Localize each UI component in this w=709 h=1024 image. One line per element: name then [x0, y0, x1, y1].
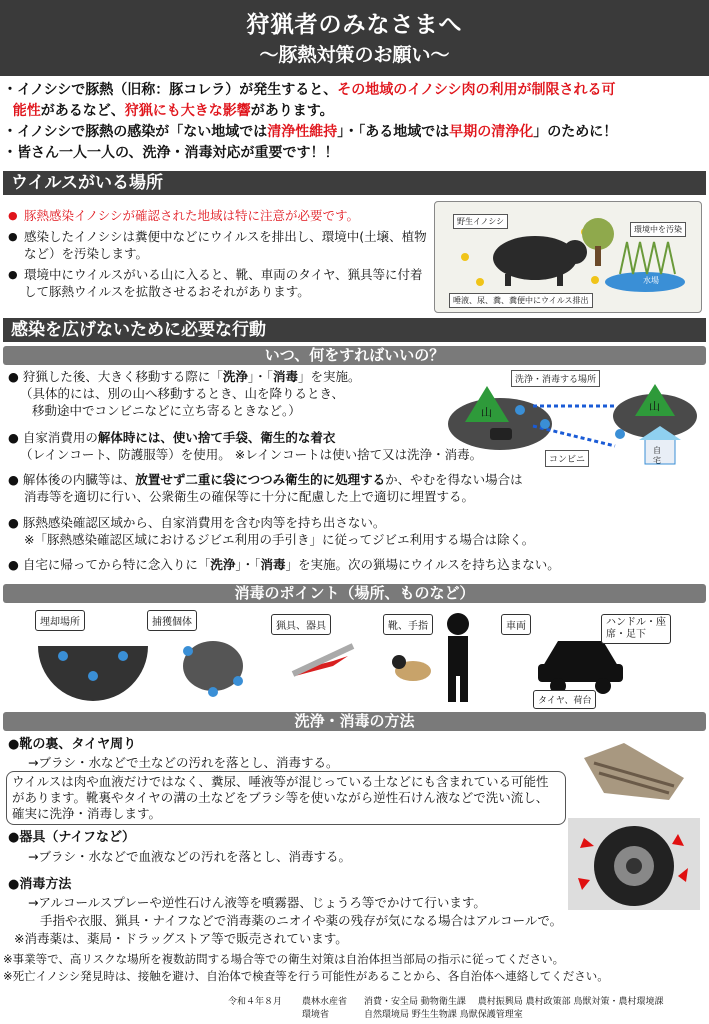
method-text-tools: →ブラシ・水などで血液などの汚れを落とし、消毒する。	[28, 849, 351, 864]
page-title: 狩猟者のみなさまへ	[246, 12, 463, 38]
footer-note-2: ※死亡イノシシ発見時は、接触を避け、自治体で検査等を行う可能性があることから、各自治体へ連絡してください。	[3, 969, 609, 983]
label-home: 自宅	[653, 446, 661, 465]
method-heading-disinfect: ●消毒方法	[8, 877, 72, 892]
method-text-disinfect-1: →アルコールスプレーや逆性石けん液等を噴霧器、じょうろ等でかけて行います。	[28, 895, 486, 910]
subheading-points: 消毒のポイント（場所、ものなど）	[3, 584, 706, 603]
point-label: 車両	[501, 614, 531, 635]
action-text: 」を実施。	[297, 369, 361, 384]
action-bold: 解体時には、使い捨て手袋、衛生的な着衣	[97, 430, 336, 445]
method-info-box: ウイルスは肉や血液だけではなく、糞尿、唾液等が混じっている土などにも含まれている可能性があります。靴裏やタイヤの溝の土などをブラシ等を使いながら逆性石けん液などで洗い流し、確実に洗浄・消毒します。	[6, 771, 566, 825]
shoe-sole-icon	[574, 738, 700, 810]
tire-photo	[568, 818, 700, 910]
action-text: 解体後の内臓等は、	[22, 472, 136, 487]
point-label: 靴、手指	[383, 614, 433, 635]
action-text: 」・「	[247, 369, 273, 384]
subheading-methods: 洗浄・消毒の方法	[3, 712, 706, 731]
method-heading-tools: ●器具（ナイフなど）	[8, 830, 136, 845]
intro-line3-mid: 」・「ある地域では	[337, 124, 450, 140]
action-detail: ※「豚熱感染確認区域におけるジビエ利用の手引き」に従ってジビエ利用する場合は除く。	[24, 532, 535, 547]
label-mountain: 山	[481, 406, 492, 419]
section-virus-heading: ウイルスがいる場所	[3, 171, 706, 195]
action-item-4: ● 豚熱感染確認区域から、自家消費用を含む肉等を持ち出さない。 ※「豚熱感染確認区域におけるジビエ利用の手引き」に従ってジビエ利用する場合は除く。	[8, 514, 688, 548]
footer-org-maff: 農林水産省	[302, 997, 348, 1007]
label-mountain-2: 山	[649, 400, 660, 413]
label-conbini: コンビニ	[545, 450, 589, 467]
intro-text	[3, 80, 707, 164]
action-text: 狩猟した後、大きく移動する際に「	[22, 369, 223, 384]
intro-line2-end: があります。	[250, 103, 334, 119]
action-detail: （レインコート、防護服等）を使用。 ※レインコートは使い捨て又は洗浄・消毒。	[20, 447, 483, 462]
movement-diagram	[445, 366, 705, 470]
action-text: 」・「	[235, 557, 261, 572]
label-excrete: 唾液、尿、糞、糞便中にウイルス排出	[449, 293, 593, 308]
footer-date: 令和４年８月	[228, 997, 283, 1007]
virus-list	[8, 207, 428, 300]
method-note: ※消毒薬は、薬局・ドラッグストア等で販売されています。	[14, 931, 348, 946]
action-detail: 移動途中でコンビニなどに立ち寄るときなど。）	[32, 403, 301, 418]
action-bold: 洗浄	[222, 369, 248, 384]
action-text: か、やむを得ない場合は	[385, 472, 523, 487]
tire-icon	[568, 818, 700, 910]
action-bold: 消毒	[260, 557, 286, 572]
intro-line4: ・皆さん一人一人の、洗浄・消毒対応が重要です！！	[3, 145, 339, 161]
action-item-1: ● 狩猟した後、大きく移動する際に「洗浄」・「消毒」を実施。 （具体的には、別の山へ移動するとき、山を降りるとき、 移動途中でコンビニなどに立ち寄るときなど。）	[8, 368, 468, 419]
label-wash-place: 洗浄・消毒する場所	[511, 370, 600, 387]
footer-note-1: ※事業等で、高リスクな場所を複数訪問する場合等での衛生対策は自治体担当部局の指示に従ってください。	[3, 952, 565, 966]
section-actions-heading: 感染を広げないために必要な行動	[3, 318, 706, 342]
virus-illustration	[434, 201, 702, 313]
intro-line3-highlight2: 早期の清浄化	[449, 124, 534, 140]
action-item-3: ● 解体後の内臓等は、放置せず二重に袋につつみ衛生的に処理するか、やむを得ない場合は 消毒等を適切に行い、公衆衛生の確保等に十分に配慮した上で適切に埋置する。	[8, 471, 648, 505]
list-item: ● 豚熱感染イノシシが確認された地域は特に注意が必要です。	[8, 207, 428, 224]
intro-line2: があるなど、	[40, 103, 125, 119]
header-banner	[0, 0, 709, 76]
intro-line3: ・イノシシで豚熱の感染が「ない地域では	[3, 124, 268, 140]
action-bold: 消毒	[272, 369, 298, 384]
method-text-disinfect-2: 手指や衣服、猟具・ナイフなどで消毒薬のニオイや薬の残存が気になる場合はアルコールで。	[40, 913, 563, 928]
intro-line3-highlight: 清浄性維持	[267, 124, 338, 140]
points-illustration	[3, 606, 706, 706]
footer-org-env: 環境省	[302, 1010, 330, 1020]
list-item: ● 環境中にウイルスがいる山に入ると、靴、車両のタイヤ、猟具等に付着して豚熱ウイルスを拡散させるおそれがあります。	[8, 266, 428, 300]
intro-line2-highlight: 能性	[12, 103, 41, 119]
page-subtitle: 〜豚熱対策のお願い〜	[259, 44, 450, 66]
action-text: 豚熱感染確認区域から、自家消費用を含む肉等を持ち出さない。	[22, 515, 386, 530]
point-label: 捕獲個体	[147, 610, 197, 631]
label-water: 水場	[643, 276, 659, 285]
footer-org-env-depts: 自然環境局 野生生物課 鳥獣保護管理室	[364, 1010, 523, 1020]
shoe-photo	[574, 738, 700, 810]
label-env-contaminate: 環境中を汚染	[630, 222, 686, 237]
footer-org-maff-depts: 消費・安全局 動物衛生課 農村振興局 農村政策部 鳥獣対策・農村環境課	[364, 997, 664, 1007]
action-item-2: ● 自家消費用の解体時には、使い捨て手袋、衛生的な着衣 （レインコート、防護服等）を使用。 ※レインコートは使い捨て又は洗浄・消毒。	[8, 429, 528, 463]
method-heading-shoes: ●靴の裏、タイヤ周り	[8, 737, 137, 752]
intro-line3-end: 」のために！	[533, 124, 618, 140]
action-item-5: ● 自宅に帰ってから特に念入りに「洗浄」・「消毒」を実施。次の猟場にウイルスを持ち込まない。	[8, 557, 560, 572]
point-label: ハンドル・座席・足下	[601, 614, 671, 644]
action-text: 自家消費用の	[22, 430, 98, 445]
point-label: 猟具、器具	[271, 614, 331, 635]
action-detail: （具体的には、別の山へ移動するとき、山を降りるとき、	[20, 386, 345, 401]
list-item: ● 感染したイノシシは糞便中などにウイルスを排出し、環境中(土壌、植物など）を汚染します。	[8, 228, 428, 262]
intro-line1-highlight: その地域のイノシシ肉の利用が制限される可	[337, 82, 616, 98]
action-text: 自宅に帰ってから特に念入りに「	[22, 557, 211, 572]
action-detail: 消毒等を適切に行い、公衆衛生の確保等に十分に配慮した上で適切に埋置する。	[24, 489, 475, 504]
action-bold: 洗浄	[210, 557, 236, 572]
method-text-shoes: →ブラシ・水などで土などの汚れを落とし、消毒する。	[28, 755, 339, 770]
intro-line2-highlight2: 狩猟にも大きな影響	[124, 103, 251, 119]
label-wild-boar: 野生イノシシ	[453, 214, 508, 229]
action-bold: 放置せず二重に袋につつみ衛生的に処理する	[135, 472, 386, 487]
action-text: 」を実施。次の猟場にウイルスを持ち込まない。	[285, 557, 560, 572]
point-label: タイヤ、荷台	[533, 690, 596, 709]
intro-line1: ・イノシシで豚熱（旧称：豚コレラ）が発生すると、	[3, 82, 338, 98]
subheading-when-what: いつ、何をすればいいの？	[3, 346, 706, 365]
point-label: 埋却場所	[35, 610, 85, 631]
